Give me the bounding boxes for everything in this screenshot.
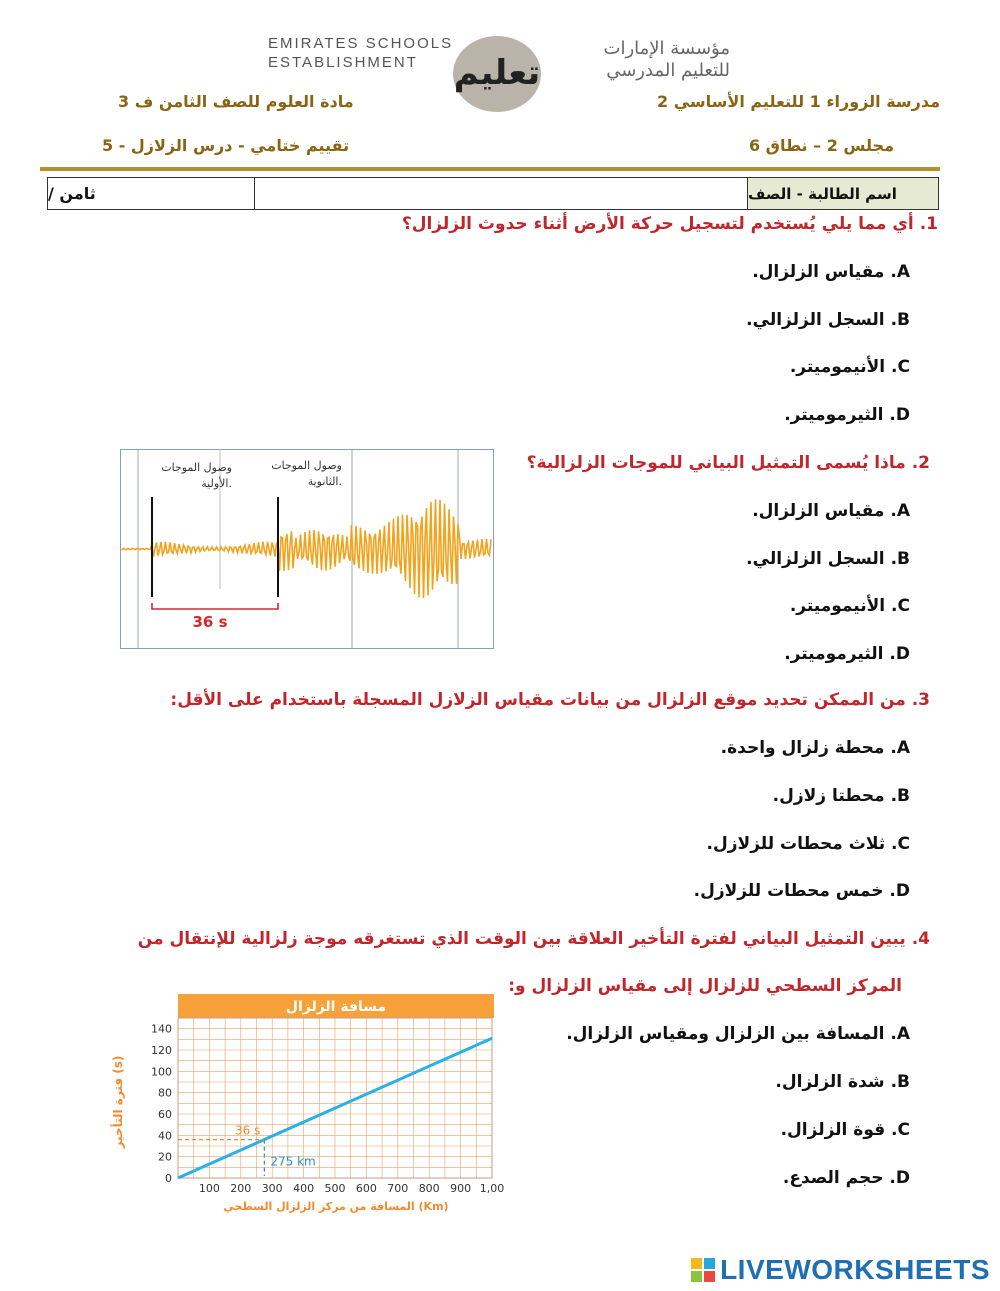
- assessment-title: تقييم ختامي - درس الزلازل - 5: [102, 136, 350, 155]
- logo-text: تعليم: [453, 53, 541, 93]
- foundation-logo-text: [560, 38, 730, 82]
- school-name: مدرسة الزوراء 1 للتعليم الأساسي 2: [657, 92, 940, 111]
- question-4-continued: المركز السطحي للزلزال إلى مقياس الزلزال و:: [508, 976, 902, 996]
- ese-line2: ESTABLISHMENT: [268, 54, 418, 71]
- student-name-field[interactable]: [254, 178, 747, 209]
- secondary-label-2: الثانوية.: [307, 475, 342, 488]
- foundation-line1: مؤسسة الإمارات: [603, 38, 730, 59]
- question-4: [138, 929, 930, 949]
- q4-option-c[interactable]: C. قوة الزلزال.: [780, 1120, 910, 1140]
- q4-option-b[interactable]: B. شدة الزلزال.: [775, 1072, 910, 1092]
- y-tick-label: 60: [158, 1108, 172, 1121]
- question-3: [170, 690, 930, 710]
- q3-option-d[interactable]: D. خمس محطات للزلازل.: [693, 881, 910, 901]
- ese-line1: EMIRATES SCHOOLS: [268, 35, 454, 52]
- foundation-line2: للتعليم المدرسي: [606, 60, 730, 81]
- chart-grid: [178, 1018, 492, 1178]
- lag-annotation: 36 s: [235, 1123, 261, 1138]
- question-number: 1.: [919, 214, 938, 234]
- q4-option-a[interactable]: A. المسافة بين الزلزال ومقياس الزلزال.: [566, 1024, 910, 1044]
- q2-option-d[interactable]: D. الثيرموميتر.: [784, 644, 910, 664]
- x-tick-label: 900: [450, 1182, 472, 1195]
- q1-option-b[interactable]: B. السجل الزلزالي.: [746, 310, 910, 330]
- liveworksheets-brand[interactable]: [690, 1254, 990, 1286]
- y-tick-label: 80: [158, 1086, 172, 1100]
- question-number: 4.: [911, 929, 930, 949]
- secondary-label-1: وصول الموجات: [271, 459, 342, 472]
- x-axis-label: المسافة من مركز الزلزال السطحي (Km): [223, 1200, 449, 1213]
- y-axis-label: فترة التأخير (s): [111, 1055, 125, 1149]
- subject-title: مادة العلوم للصف الثامن ف 3: [118, 92, 354, 111]
- x-tick-label: 600: [355, 1182, 377, 1195]
- question-number: 2.: [911, 453, 930, 473]
- q2-option-b[interactable]: B. السجل الزلزالي.: [746, 549, 910, 569]
- liveworksheets-text: LIVEWORKSHEETS: [720, 1254, 990, 1285]
- x-tick-label: 100: [198, 1182, 220, 1195]
- y-tick-label: 0: [165, 1172, 172, 1185]
- q1-option-a[interactable]: A. مقياس الزلزال.: [752, 262, 910, 282]
- q1-option-d[interactable]: D. الثيرموميتر.: [784, 405, 910, 425]
- q3-option-c[interactable]: C. ثلاث محطات للزلازل.: [706, 834, 910, 854]
- y-tick-label: 40: [158, 1129, 172, 1143]
- y-tick-label: 140: [151, 1022, 172, 1036]
- seismogram-figure: [120, 449, 494, 649]
- q3-option-b[interactable]: B. محطتا زلازل.: [772, 786, 910, 806]
- x-tick-label: 800: [418, 1182, 440, 1195]
- x-tick-label: 200: [230, 1182, 252, 1195]
- question-1: [402, 214, 938, 234]
- question-text: ماذا يُسمى التمثيل البياني للموجات الزلزالية؟: [526, 453, 906, 473]
- taleem-logo: [445, 34, 545, 116]
- q3-option-a[interactable]: A. محطة زلزال واحدة.: [720, 738, 910, 758]
- question-text: يبين التمثيل البياني لفترة التأخير العلاقة بين الوقت الذي تستغرقه موجة زلزالية للإنتقال من: [137, 929, 906, 949]
- grade-field[interactable]: ثامن /: [48, 184, 96, 203]
- header-divider: [40, 167, 940, 171]
- question-text: من الممكن تحديد موقع الزلزال من بيانات مقياس الزلازل المسجلة باستخدام على الأقل:: [170, 690, 906, 710]
- chart-title: مسافة الزلزال: [285, 999, 387, 1015]
- primary-label-1: وصول الموجات: [161, 461, 232, 474]
- liveworksheets-icon: [690, 1257, 716, 1283]
- q1-option-c[interactable]: C. الأنيموميتر.: [789, 357, 910, 377]
- interval-label: 36 s: [192, 613, 228, 631]
- question-2: [527, 453, 930, 473]
- q4-option-d[interactable]: D. حجم الصدع.: [782, 1168, 910, 1188]
- y-tick-label: 20: [158, 1150, 172, 1164]
- y-tick-label: 100: [151, 1065, 172, 1079]
- ese-logo-text: [268, 34, 453, 72]
- primary-label-2: الأولية.: [201, 477, 232, 490]
- student-name-table: [47, 177, 939, 210]
- lag-time-chart: [100, 992, 510, 1220]
- question-text: أي مما يلي يُستخدم لتسجيل حركة الأرض أثناء حدوث الزلزال؟: [401, 214, 914, 234]
- x-tick-label: 500: [324, 1182, 346, 1195]
- x-tick-label: 1,00: [479, 1182, 505, 1195]
- q2-option-a[interactable]: A. مقياس الزلزال.: [752, 501, 910, 521]
- y-tick-label: 120: [151, 1044, 172, 1057]
- x-tick-label: 300: [261, 1182, 283, 1195]
- distance-annotation: 275 km: [270, 1154, 316, 1169]
- x-tick-label: 400: [293, 1182, 315, 1195]
- student-name-label: اسم الطالبة - الصف: [747, 178, 938, 209]
- x-tick-label: 700: [387, 1182, 409, 1195]
- question-number: 3.: [911, 690, 930, 710]
- council-info: مجلس 2 – نطاق 6: [748, 136, 894, 155]
- q2-option-c[interactable]: C. الأنيموميتر.: [789, 596, 910, 616]
